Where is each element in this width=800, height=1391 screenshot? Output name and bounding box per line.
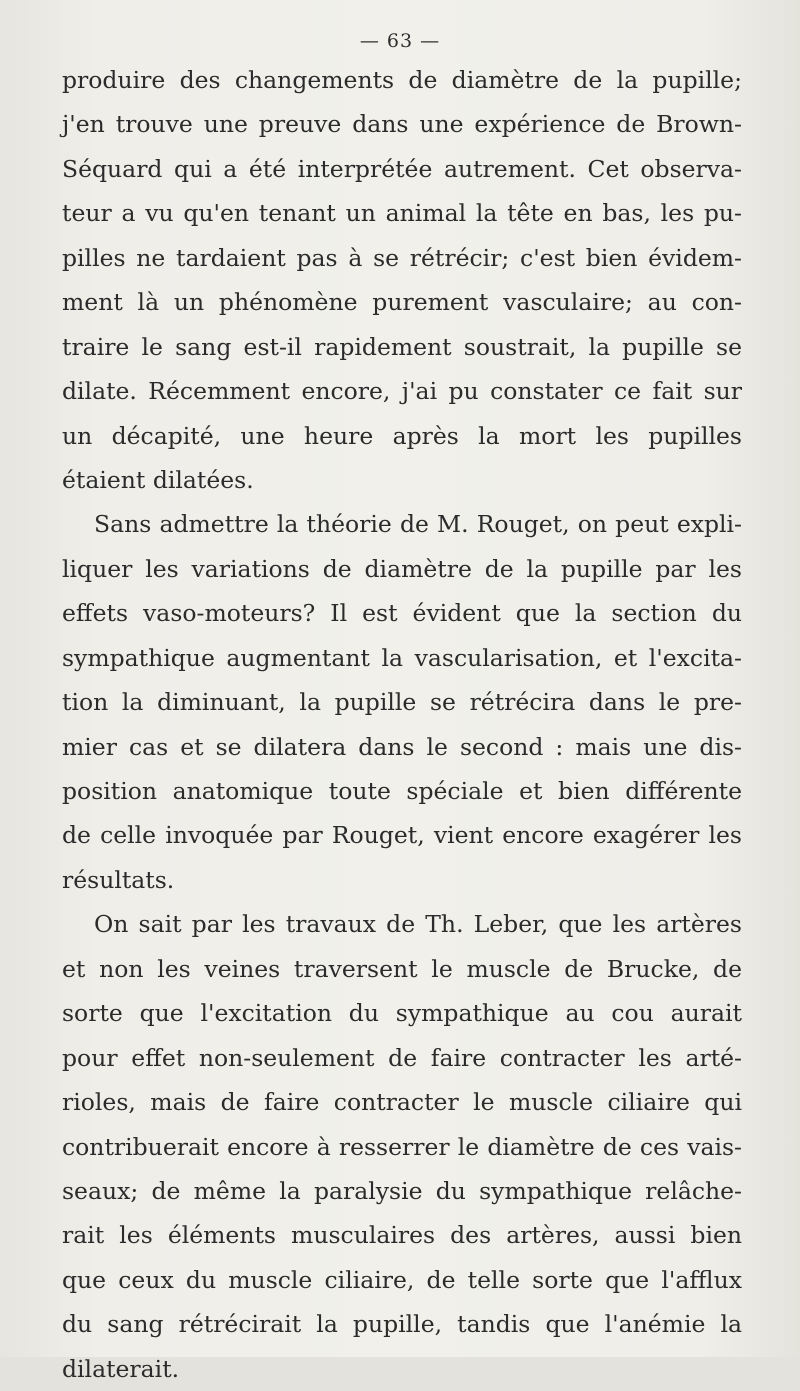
- text-line: Sans admettre la théorie de M. Rouget, on peut expli-: [94, 510, 742, 539]
- text-line: pour effet non-seulement de faire contracter les arté-: [62, 1043, 742, 1072]
- text-line: étaient dilatées.: [62, 465, 254, 494]
- text-line: rioles, mais de faire contracter le muscle ciliaire qui: [62, 1088, 742, 1117]
- text-line: rait les éléments musculaires des artères, aussi bien: [62, 1221, 742, 1250]
- text-line: résultats.: [62, 865, 175, 894]
- text-line: tion la diminuant, la pupille se rétrécira dans le pre-: [62, 688, 742, 717]
- text-line: pilles ne tardaient pas à se rétrécir; c'est bien évidem-: [62, 243, 742, 272]
- text-line: sorte que l'excitation du sympathique au cou aurait: [62, 999, 742, 1028]
- text-line: seaux; de même la paralysie du sympathique relâche-: [62, 1176, 742, 1205]
- page-number: — 63 —: [359, 30, 441, 52]
- text-line: dilaterait.: [62, 1354, 180, 1383]
- text-line: mier cas et se dilatera dans le second : mais une dis-: [62, 732, 742, 761]
- text-line: dilate. Récemment encore, j'ai pu constater ce fait sur: [62, 377, 742, 406]
- text-line: et non les veines traversent le muscle de Brucke, de: [62, 954, 742, 983]
- text-line: un décapité, une heure après la mort les pupilles: [62, 421, 742, 450]
- text-line: teur a vu qu'en tenant un animal la tête en bas, les pu-: [62, 199, 742, 228]
- text-line: contribuerait encore à resserrer le diamètre de ces vais-: [62, 1132, 742, 1161]
- text-line: liquer les variations de diamètre de la pupille par les: [62, 554, 742, 583]
- text-line: Séquard qui a été interprétée autrement. Cet observa-: [62, 154, 742, 183]
- text-line: traire le sang est-il rapidement soustrait, la pupille se: [62, 332, 742, 361]
- text-line: produire des changements de diamètre de la pupille;: [62, 66, 742, 94]
- text-line: sympathique augmentant la vascularisation, et l'excita-: [62, 643, 742, 672]
- text-line: que ceux du muscle ciliaire, de telle sorte que l'afflux: [62, 1265, 742, 1294]
- text-line: j'en trouve une preuve dans une expérience de Brown-: [62, 110, 742, 139]
- text-line: de celle invoquée par Rouget, vient encore exagérer les: [62, 821, 742, 850]
- text-line: position anatomique toute spéciale et bien différente: [62, 777, 742, 805]
- text-line: du sang rétrécirait la pupille, tandis que l'anémie la: [62, 1310, 742, 1339]
- text-line: effets vaso-moteurs? Il est évident que la section du: [62, 599, 742, 628]
- text-line: On sait par les travaux de Th. Leber, que les artères: [94, 910, 742, 939]
- text-line: ment là un phénomène purement vasculaire; au con-: [62, 288, 742, 317]
- body-text: [62, 58, 742, 1391]
